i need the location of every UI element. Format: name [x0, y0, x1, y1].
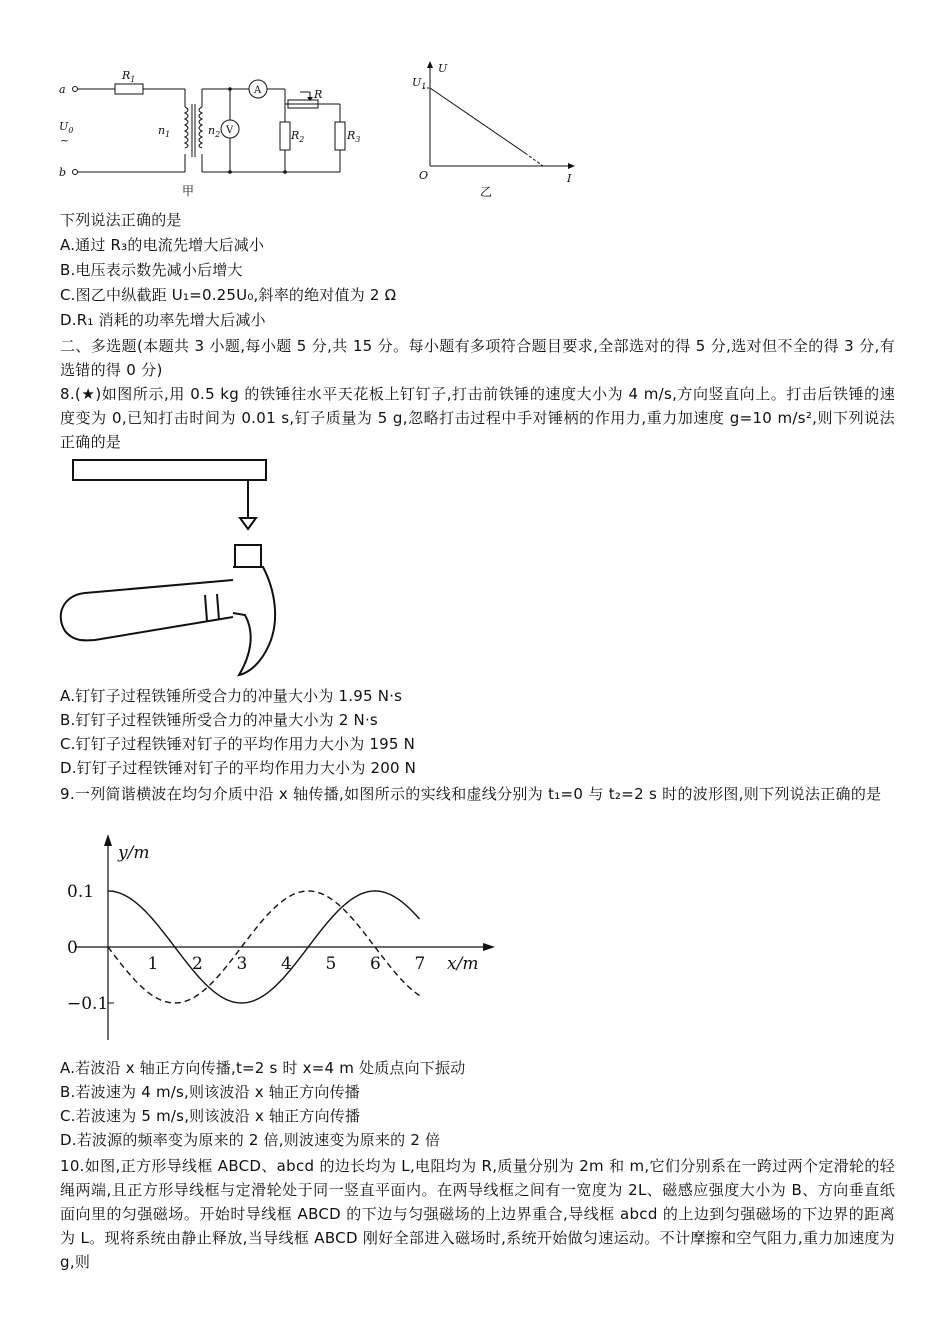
n1-label: n — [158, 124, 166, 137]
x-tick-label: 6 — [370, 954, 381, 974]
source-u0-label: U — [59, 120, 69, 133]
ac-symbol: ~ — [60, 134, 70, 147]
x-tick-label: 7 — [414, 954, 426, 974]
svg-text:U0: $U_0$ — [59, 120, 74, 135]
wave-chart — [55, 832, 495, 1052]
rheostat-label: R — [314, 88, 323, 101]
x-tick-label: 1 — [147, 954, 159, 974]
q8-option-a: A.钉钉子过程铁锤所受合力的冲量大小为 1.95 N·s — [60, 687, 403, 705]
q9-stem: 9.一列简谐横波在均匀介质中沿 x 轴传播,如图所示的实线和虚线分别为 t₁=0 与 t₂=2 s 时的波形图,则下列说法正确的是 — [60, 785, 882, 803]
y-axis-label: y/m — [118, 843, 150, 863]
hammer-nail-figure — [55, 455, 285, 685]
y-tick-label: 0 — [67, 938, 78, 958]
u1-label: U — [412, 76, 422, 89]
svg-text:n1: $n_1$ — [158, 124, 171, 139]
svg-text:R1: $R_1$ — [122, 69, 136, 84]
q8-option-c: C.钉钉子过程铁锤对钉子的平均作用力大小为 195 N — [60, 735, 416, 753]
q9-option-b: B.若波速为 4 m/s,则该波沿 x 轴正方向传播 — [60, 1083, 361, 1101]
svg-text:U1: $U_1$ — [412, 76, 427, 91]
voltmeter-label: V — [226, 125, 234, 136]
terminal-a-label: a — [59, 83, 66, 96]
q7-option-a: A.通过 R₃的电流先增大后减小 — [60, 236, 265, 254]
section-heading-multiple-choice: 二、多选题(本题共 3 小题,每小题 5 分,共 15 分。每小题有多项符合题目要求,全部选对的得 5 分,选对但不全的得 3 分,有选错的得 0 分) — [60, 337, 895, 379]
figure-caption-jia: 甲 — [182, 184, 195, 198]
x-tick-label: 3 — [236, 954, 248, 974]
x-tick-label: 2 — [192, 954, 203, 974]
terminal-b-label: b — [59, 166, 67, 179]
i-axis-label: I — [567, 172, 572, 185]
svg-text:R3: $R_3$ — [347, 129, 361, 144]
q8-option-b: B.钉钉子过程铁锤所受合力的冲量大小为 2 N·s — [60, 711, 378, 729]
r1-label: R — [122, 69, 131, 82]
u-axis-label: U — [438, 62, 448, 75]
ammeter-label: A — [254, 85, 262, 96]
y-tick-label: −0.1 — [67, 994, 109, 1014]
y-tick-label: 0.1 — [67, 882, 95, 902]
q8-stem: 8.(★)如图所示,用 0.5 kg 的铁锤往水平天花板上钉钉子,打击前铁锤的速度大小为 4 m/s,方向竖直向上。打击后铁锤的速度变为 0,已知打击时间为 0.01 s,钉子质量为 5 g,忽略打击过程中手对锤柄的作用力,重力加速度 g=10 m/s²,则下列说法正确的是 — [60, 385, 895, 451]
q7-stem: 下列说法正确的是 — [60, 211, 182, 229]
q8-option-d: D.钉钉子过程铁锤对钉子的平均作用力大小为 200 N — [60, 759, 417, 777]
x-axis-label: x/m — [447, 954, 479, 974]
r2-label: R — [291, 129, 300, 142]
q9-option-c: C.若波速为 5 m/s,则该波沿 x 轴正方向传播 — [60, 1107, 361, 1125]
origin-label: O — [419, 169, 429, 182]
q7-option-b: B.电压表示数先减小后增大 — [60, 261, 243, 279]
q10-stem: 10.如图,正方形导线框 ABCD、abcd 的边长均为 L,电阻均为 R,质量分别为 2m 和 m,它们分别系在一跨过两个定滑轮的轻绳两端,且正方形导线框与定滑轮处于同一竖直平面内。在两导线框之间有一宽度为 2L、磁感应强度大小为 B、方向垂直纸面向里的匀强磁场。开始时导线框 ABCD 的下边与匀强磁场的上边界重合,导线框 abcd 的上边到匀强磁场的下边界的距离为 L。现将系统由静止释放,当导线框 ABCD 刚好全部进入磁场时,系统开始做匀速运动。不计摩擦和空气阻力,重力加速度为 g,则 — [60, 1157, 895, 1271]
figure-caption-yi: 乙 — [480, 185, 493, 199]
r3-label: R — [347, 129, 356, 142]
q9-option-a: A.若波沿 x 轴正方向传播,t=2 s 时 x=4 m 处质点向下振动 — [60, 1059, 466, 1077]
circuit-diagram — [55, 62, 375, 202]
x-tick-label: 5 — [325, 954, 337, 974]
ui-graph — [405, 58, 585, 203]
n2-label: n — [208, 124, 216, 137]
q7-option-c: C.图乙中纵截距 U₁=0.25U₀,斜率的绝对值为 2 Ω — [60, 286, 397, 304]
q9-option-d: D.若波源的频率变为原来的 2 倍,则波速变为原来的 2 倍 — [60, 1131, 441, 1149]
svg-text:R2: $R_2$ — [291, 129, 305, 144]
x-tick-label: 4 — [281, 954, 292, 974]
svg-text:n2: $n_2$ — [208, 124, 221, 139]
q7-option-d: D.R₁ 消耗的功率先增大后减小 — [60, 311, 266, 329]
